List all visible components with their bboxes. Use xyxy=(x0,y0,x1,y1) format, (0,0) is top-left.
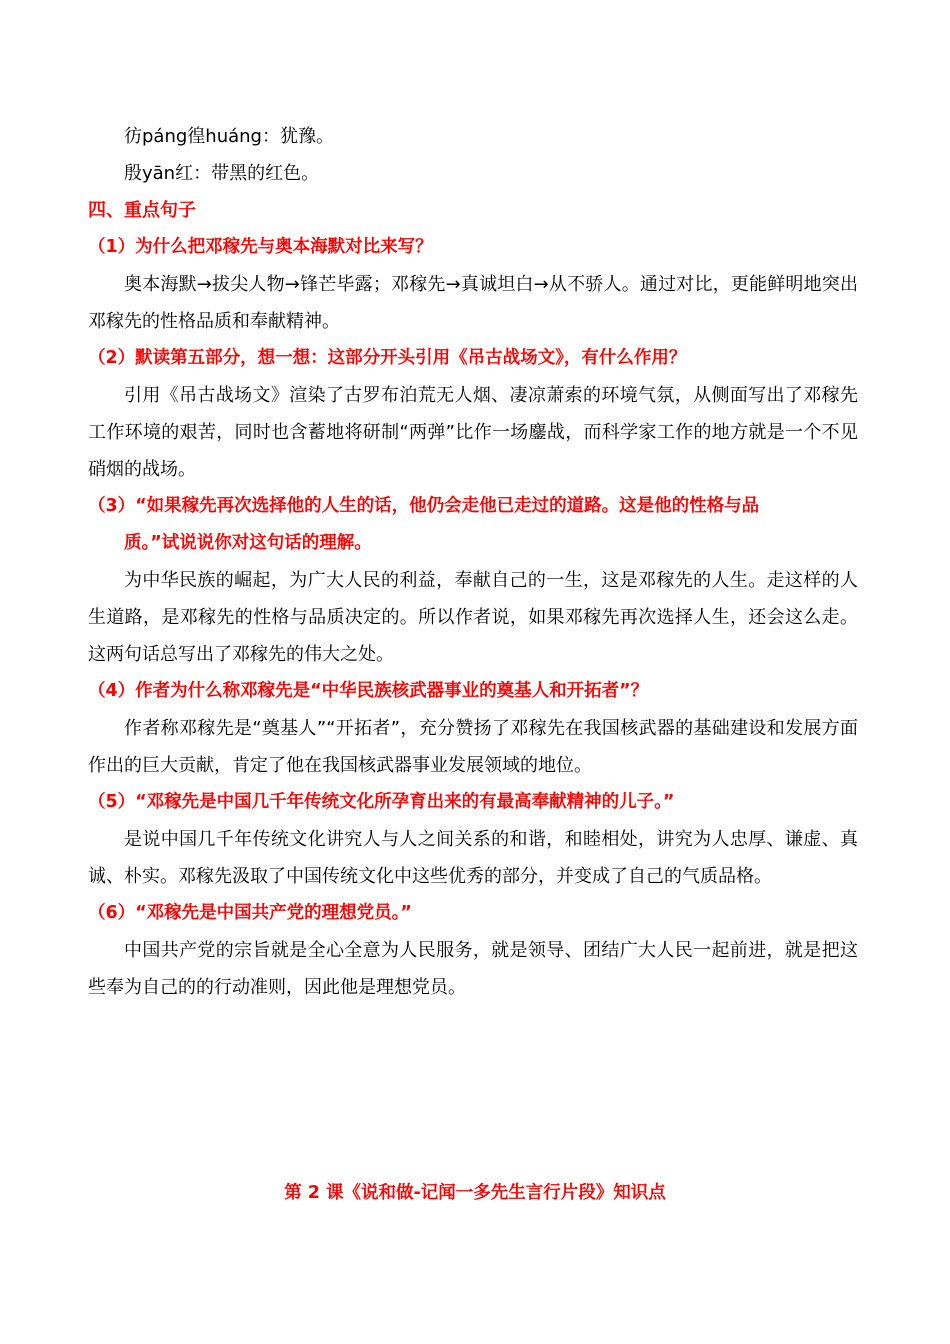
glossary-item: 彷páng徨huáng：犹豫。 xyxy=(124,126,334,147)
answer-3: 为中华民族的崛起，为广大人民的利益，奉献自己的一生，这是邓稼先的人生。走这样的人生道路，是邓稼先的性格与品质决定的。所以作者说，如果邓稼先再次选择人生，还会这么走。这两句话总写出了邓稼先的伟大之处。 xyxy=(88,570,858,665)
answer-4: 作者称邓稼先是“奠基人”“开拓者”，充分赞扬了邓稼先在我国核武器的基础建设和发展方面作出的巨大贡献，肯定了他在我国核武器事业发展领域的地位。 xyxy=(88,718,858,776)
document-body xyxy=(88,118,858,1006)
glossary-item: 殷yān红：带黑的红色。 xyxy=(124,163,320,184)
question-3-line-2: 质。”试说说你对这句话的理解。 xyxy=(124,533,372,553)
question-3 xyxy=(88,488,858,562)
question-3-line-1: （3）“如果稼先再次选择他的人生的话，他仍会走他已走过的道路。这是他的性格与品 xyxy=(88,496,760,516)
question-6: （6）“邓稼先是中国共产党的理想党员。” xyxy=(88,903,412,923)
answer-1: 奥本海默→拔尖人物→锋芒毕露；邓稼先→真诚坦白→从不骄人。通过对比，更能鲜明地突出邓稼先的性格品质和奉献精神。 xyxy=(88,274,858,332)
answer-2: 引用《吊古战场文》渲染了古罗布泊荒无人烟、凄凉萧索的环境气氛，从侧面写出了邓稼先工作环境的艰苦，同时也含蓄地将研制“两弹”比作一场鏖战，而科学家工作的地方就是一个不见硝烟的战场。 xyxy=(88,385,858,480)
question-4: （4）作者为什么称邓稼先是“中华民族核武器事业的奠基人和开拓者”？ xyxy=(88,681,649,701)
answer-6: 中国共产党的宗旨就是全心全意为人民服务，就是领导、团结广大人民一起前进，就是把这些奉为自己的的行动准则，因此他是理想党员。 xyxy=(88,940,858,998)
question-1: （1）为什么把邓稼先与奥本海默对比来写？ xyxy=(88,237,433,257)
question-2: （2）默读第五部分，想一想：这部分开头引用《吊古战场文》，有什么作用？ xyxy=(88,348,687,368)
answer-5: 是说中国几千年传统文化讲究人与人之间关系的和谐，和睦相处，讲究为人忠厚、谦虚、真诚、朴实。邓稼先汲取了中国传统文化中这些优秀的部分，并变成了自己的气质品格。 xyxy=(88,829,858,887)
question-5: （5）“邓稼先是中国几千年传统文化所孕育出来的有最高奉献精神的儿子。” xyxy=(88,792,675,812)
section-heading: 四、重点句子 xyxy=(88,200,196,221)
chapter-title: 第 2 课《说和做-记闻一多先生言行片段》知识点 xyxy=(284,1183,666,1203)
